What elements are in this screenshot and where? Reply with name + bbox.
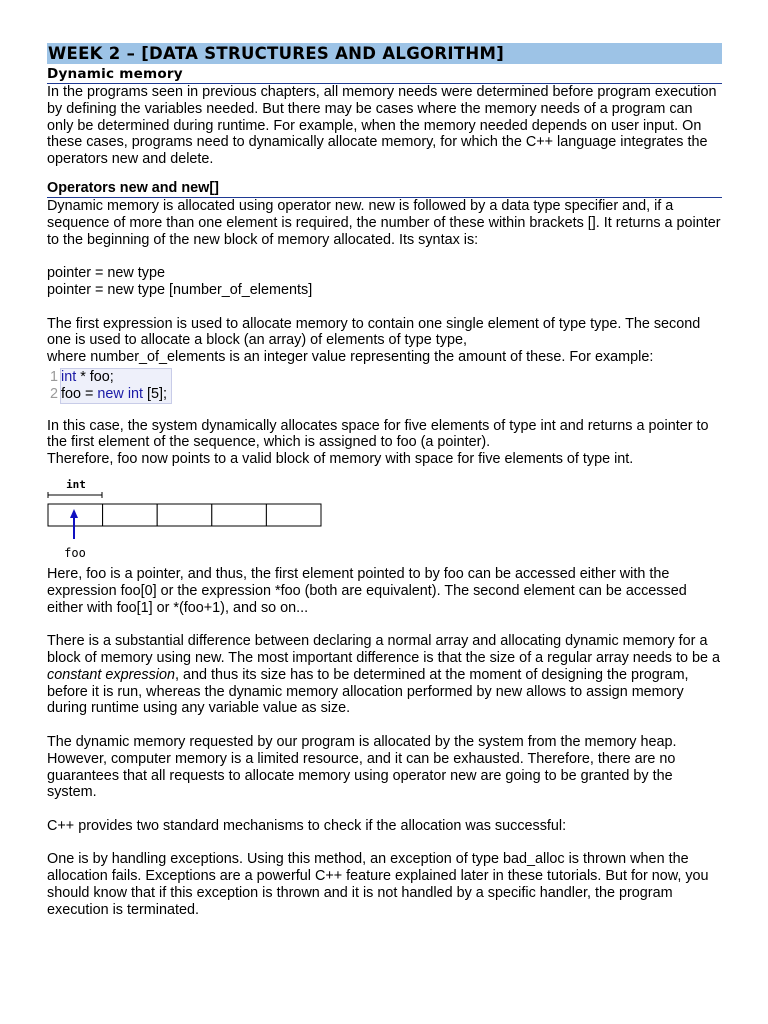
pointer-label: foo bbox=[64, 545, 86, 560]
syntax-line-array: pointer = new type [number_of_elements] bbox=[47, 281, 313, 298]
paragraph-intro: In the programs seen in previous chapters, all memory needs were determined before program execution by defining the variables needed. But there may be cases where the memory needs of a program can only be determined during runtime. For example, when the memory needed depends on user input. On these cases, programs need to dynamically allocate memory, for which the C++ language integrates the operators new and delete. bbox=[47, 84, 717, 168]
paragraph-allocation-example: In this case, the system dynamically allocates space for five elements of type int and returns a pointer to the first element of the sequence, which is assigned to foo (a pointer). bbox=[47, 417, 709, 451]
type-label: int bbox=[66, 477, 86, 491]
section-heading-operators-new: Operators new and new[] bbox=[47, 180, 722, 198]
paragraph-pointer-access: Here, foo is a pointer, and thus, the first element pointed to by foo can be accessed either with the expression foo[0] or the expression *foo (both are equivalent). The second element can be accessed either with foo[1] or *(foo+1), and so on... bbox=[47, 565, 687, 616]
document-page bbox=[47, 43, 722, 919]
text-run: , and thus its size has to be determined at the moment of designing the program, before it is run, whereas the dynamic memory allocation performed by new allows to assign memory during runtime using any variable value as size. bbox=[47, 666, 689, 717]
code-text: foo = bbox=[61, 385, 98, 402]
code-line-2: 2 foo = new int [5]; bbox=[50, 385, 168, 402]
code-keyword: int bbox=[127, 385, 144, 402]
memory-diagram bbox=[47, 476, 722, 566]
memory-cell bbox=[103, 504, 158, 526]
paragraph-expressions: The first expression is used to allocate memory to contain one single element of type type. The second one is used to allocate a block (an array) of elements of type type, bbox=[47, 315, 701, 349]
paragraph-mechanisms: C++ provides two standard mechanisms to check if the allocation was successful: bbox=[47, 817, 567, 834]
paragraph-expressions-cont: where number_of_elements is an integer value representing the amount of these. For example: bbox=[47, 349, 654, 366]
code-keyword: new bbox=[97, 385, 124, 402]
memory-diagram-svg bbox=[47, 476, 327, 566]
memory-cell bbox=[266, 504, 321, 526]
text-run: There is a substantial difference between declaring a normal array and allocating dynamic memory for a block of memory using new. The most important difference is that the size of a regular array needs to be a bbox=[47, 633, 720, 666]
syntax-line-single: pointer = new type bbox=[47, 265, 165, 282]
memory-cell bbox=[212, 504, 267, 526]
paragraph-allocation-result: Therefore, foo now points to a valid block of memory with space for five elements of type int. bbox=[47, 451, 634, 468]
section-heading-dynamic-memory: Dynamic memory bbox=[47, 66, 722, 84]
paragraph-new-operator: Dynamic memory is allocated using operator new. new is followed by a data type specifier and, if a sequence of more than one element is required, the number of these within brackets []. It returns a pointer to the beginning of the new block of memory allocated. Its syntax is: bbox=[47, 197, 721, 248]
paragraph-memory-heap: The dynamic memory requested by our program is allocated by the system from the memory heap. However, computer memory is a limited resource, and it can be exhausted. Therefore, there are no guarantees that all requests to allocate memory using operator new are going to be granted by the system. bbox=[47, 733, 677, 801]
memory-cell bbox=[157, 504, 212, 526]
page-title: WEEK 2 – [DATA STRUCTURES AND ALGORITHM] bbox=[47, 43, 722, 64]
code-text: [5]; bbox=[143, 385, 168, 402]
code-line-1: 1 int * foo; bbox=[50, 368, 114, 385]
code-keyword: int bbox=[61, 368, 77, 385]
memory-cells bbox=[48, 504, 321, 526]
code-text: * foo; bbox=[76, 368, 114, 385]
paragraph-exceptions: One is by handling exceptions. Using this method, an exception of type bad_alloc is thrown when the allocation fails. Exceptions are a powerful C++ feature explained later in these tutorials. But for now, you should know that if this exception is thrown and it is not handled by a specific handler, the program execution is terminated. bbox=[47, 851, 709, 918]
emphasis-text: constant expression bbox=[47, 666, 175, 683]
paragraph-array-vs-dynamic bbox=[47, 633, 722, 717]
code-example bbox=[50, 368, 172, 404]
